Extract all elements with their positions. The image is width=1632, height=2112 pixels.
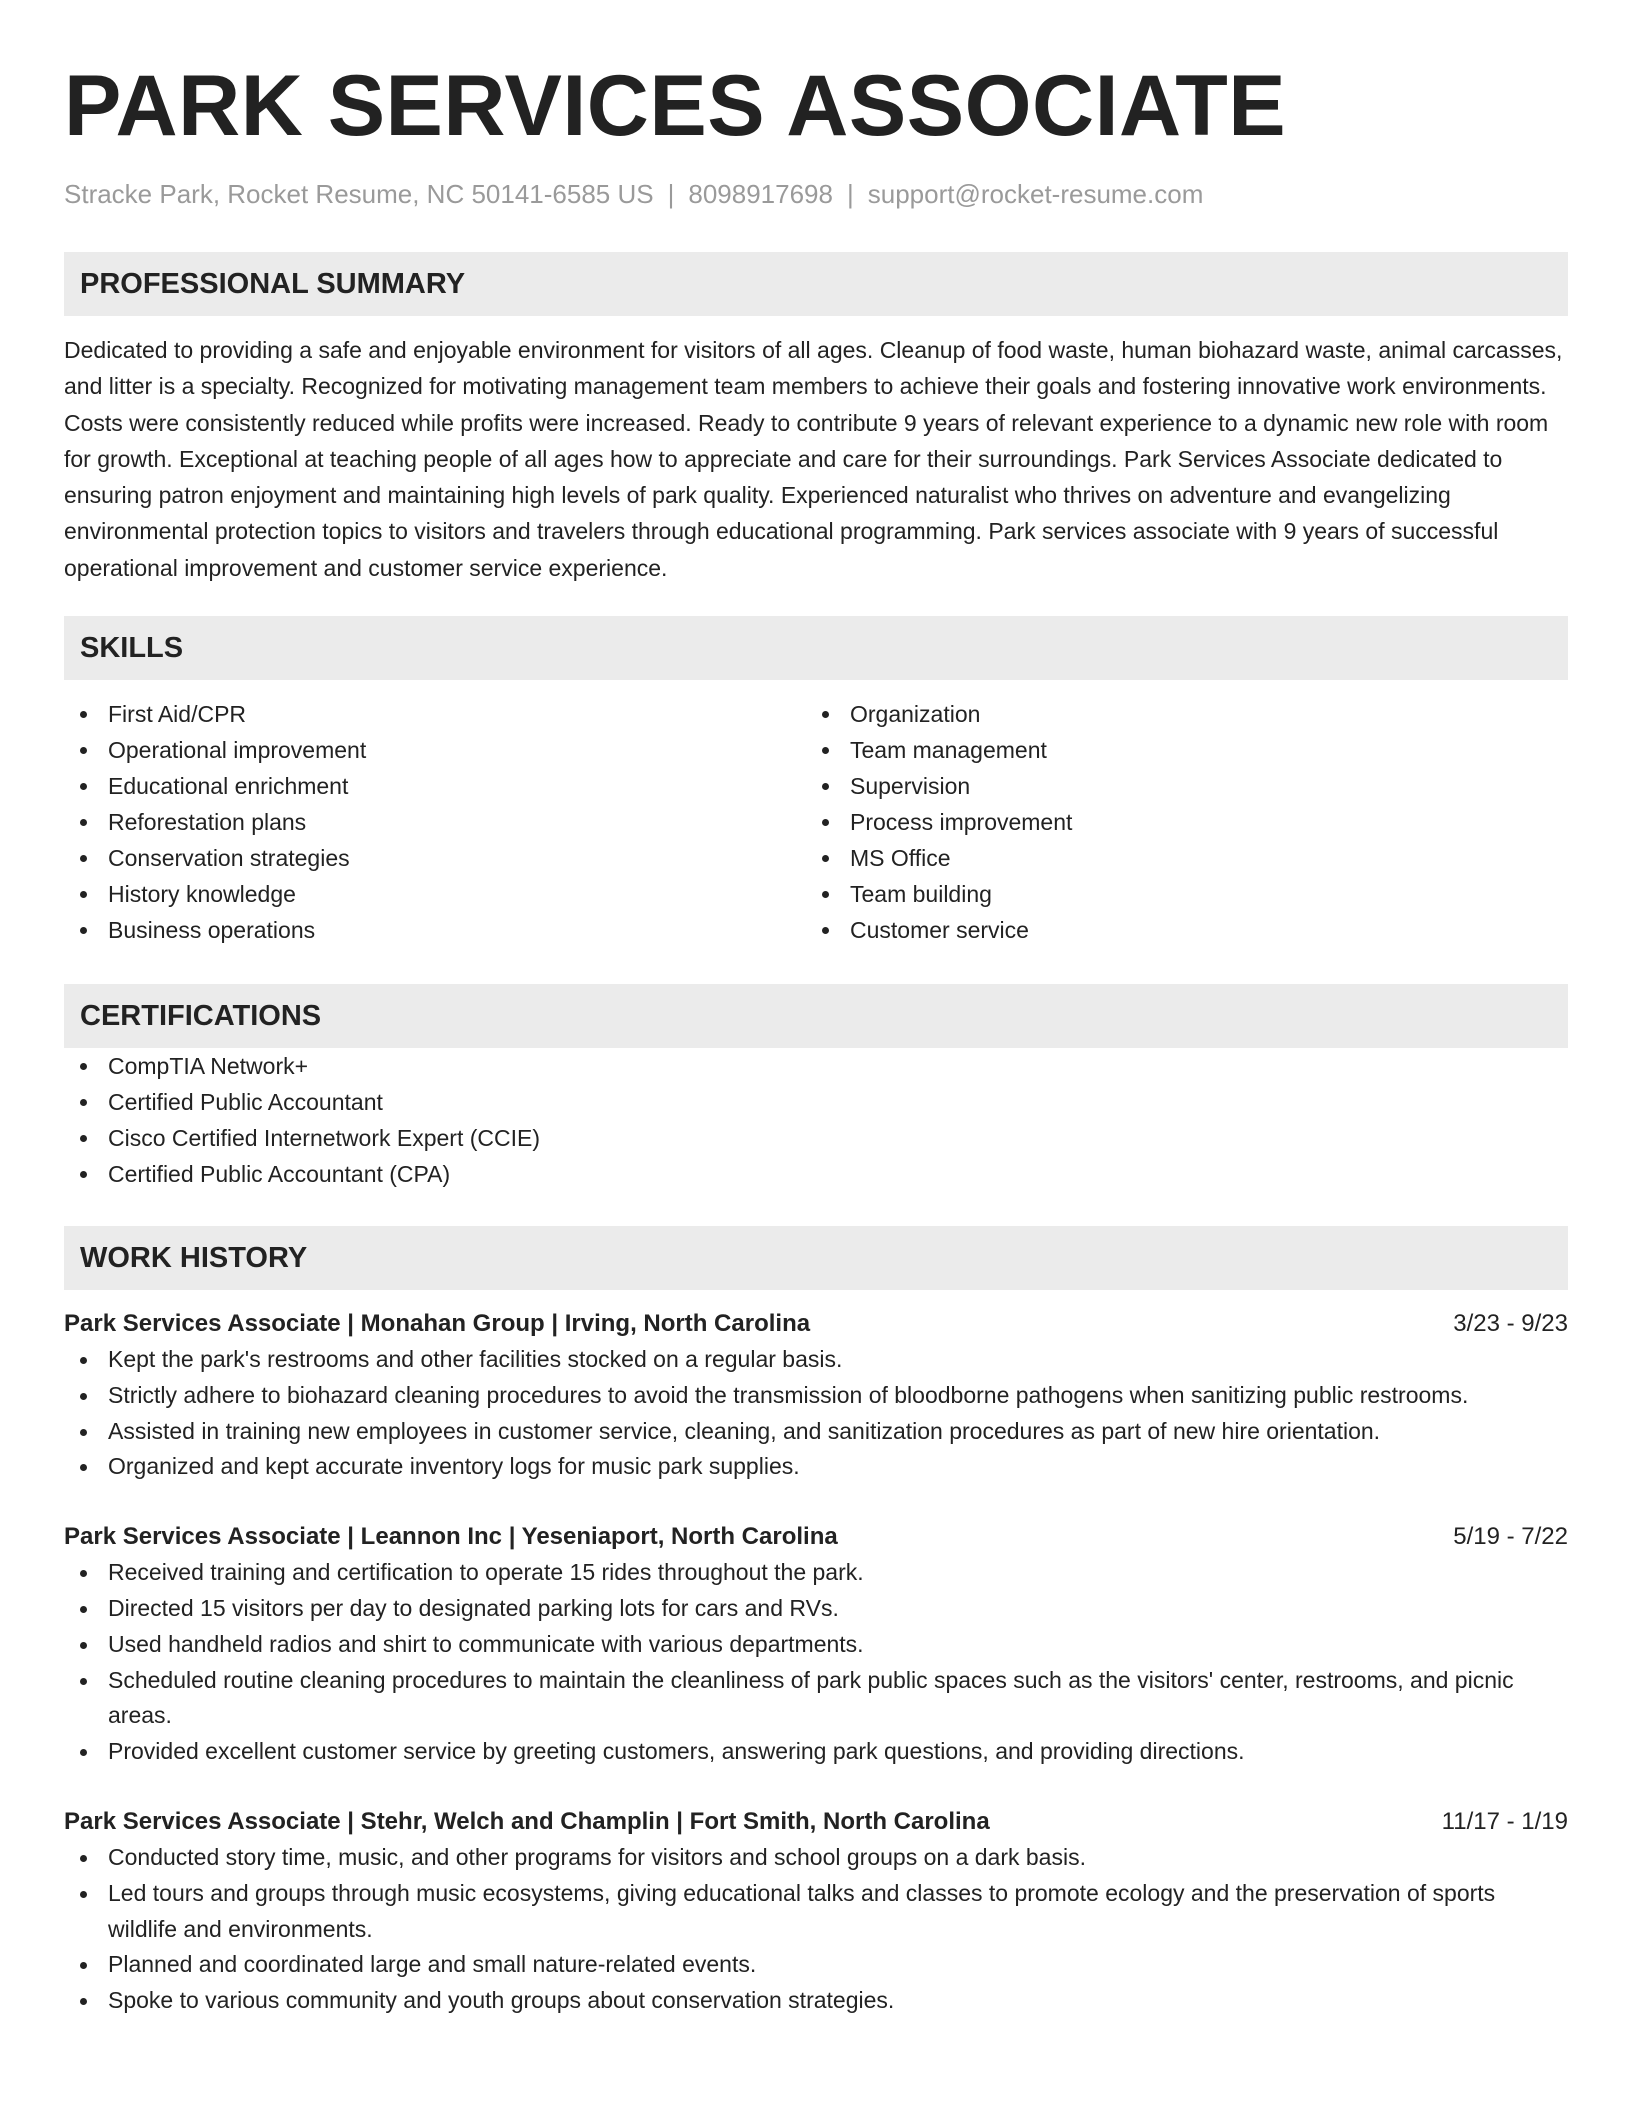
job-title: Park Services Associate | Leannon Inc | Yeseniaport, North Carolina bbox=[64, 1523, 838, 1551]
skill-item: Process improvement bbox=[806, 804, 1548, 840]
skill-item: Team management bbox=[806, 732, 1548, 768]
job-bullet: Organized and kept accurate inventory logs for music park supplies. bbox=[64, 1449, 1568, 1485]
skill-item: MS Office bbox=[806, 840, 1548, 876]
resume-page bbox=[64, 0, 1568, 2019]
job-dates: 11/17 - 1/19 bbox=[1441, 1808, 1568, 1836]
job-title: Park Services Associate | Monahan Group | Irving, North Carolina bbox=[64, 1310, 811, 1338]
job-bullet: Directed 15 visitors per day to designated parking lots for cars and RVs. bbox=[64, 1591, 1568, 1627]
certification-item: CompTIA Network+ bbox=[64, 1048, 1568, 1084]
skills-list bbox=[64, 696, 1568, 948]
job-entry bbox=[64, 1306, 1568, 1485]
skill-item: Reforestation plans bbox=[64, 804, 806, 840]
skill-item: Conservation strategies bbox=[64, 840, 806, 876]
skill-item: Customer service bbox=[806, 912, 1548, 948]
skill-item: Team building bbox=[806, 876, 1548, 912]
contact-separator: | bbox=[846, 179, 854, 209]
job-bullet: Kept the park's restrooms and other facilities stocked on a regular basis. bbox=[64, 1342, 1568, 1378]
skill-item: First Aid/CPR bbox=[64, 696, 806, 732]
job-bullet: Assisted in training new employees in customer service, cleaning, and sanitization procedures as part of new hire orientation. bbox=[64, 1414, 1568, 1450]
summary-text: Dedicated to providing a safe and enjoyable environment for visitors of all ages. Cleanup of food waste, human biohazard waste, animal carcasses, and litter is a specialty. Recognized for motivating management team members to achieve their goals and fostering innovative work environments. Costs were consistently reduced while profits were increased. Ready to contribute 9 years of relevant experience to a dynamic new role with room for growth. Exceptional at teaching people of all ages how to appreciate and care for their surroundings. Park Services Associate dedicated to ensuring patron enjoyment and maintaining high levels of park quality. Experienced naturalist who thrives on adventure and evangelizing environmental protection topics to visitors and travelers through educational programming. Park services associate with 9 years of successful operational improvement and customer service experience. bbox=[64, 337, 1563, 581]
contact-email: support@rocket-resume.com bbox=[867, 179, 1204, 209]
section-header-work-history: WORK HISTORY bbox=[64, 1226, 1568, 1290]
skills-column-left bbox=[64, 696, 806, 948]
job-header bbox=[64, 1306, 1568, 1342]
certification-item: Cisco Certified Internetwork Expert (CCIE) bbox=[64, 1120, 1568, 1156]
certification-item: Certified Public Accountant bbox=[64, 1084, 1568, 1120]
job-bullet: Scheduled routine cleaning procedures to maintain the cleanliness of park public spaces such as the visitors' center, restrooms, and picnic areas. bbox=[64, 1663, 1568, 1735]
certifications-list bbox=[64, 1048, 1568, 1192]
contact-phone: 8098917698 bbox=[688, 179, 833, 209]
contact-address: Stracke Park, Rocket Resume, NC 50141-6585 US bbox=[64, 179, 654, 209]
job-header bbox=[64, 1519, 1568, 1555]
job-bullet: Provided excellent customer service by greeting customers, answering park questions, and providing directions. bbox=[64, 1734, 1568, 1770]
job-bullet: Received training and certification to operate 15 rides throughout the park. bbox=[64, 1555, 1568, 1591]
job-bullet: Used handheld radios and shirt to communicate with various departments. bbox=[64, 1627, 1568, 1663]
candidate-name: PARK SERVICES ASSOCIATE bbox=[64, 58, 1287, 154]
skill-item: Business operations bbox=[64, 912, 806, 948]
contact-line bbox=[64, 176, 1568, 212]
section-header-skills: SKILLS bbox=[64, 616, 1568, 680]
skill-item: Educational enrichment bbox=[64, 768, 806, 804]
skill-item: Supervision bbox=[806, 768, 1548, 804]
job-dates: 5/19 - 7/22 bbox=[1453, 1523, 1568, 1551]
section-header-summary: PROFESSIONAL SUMMARY bbox=[64, 252, 1568, 316]
job-bullet: Planned and coordinated large and small nature-related events. bbox=[64, 1947, 1568, 1983]
section-header-certifications: CERTIFICATIONS bbox=[64, 984, 1568, 1048]
job-bullet: Strictly adhere to biohazard cleaning procedures to avoid the transmission of bloodborne pathogens when sanitizing public restrooms. bbox=[64, 1378, 1568, 1414]
skills-column-right bbox=[806, 696, 1548, 948]
skill-item: History knowledge bbox=[64, 876, 806, 912]
job-dates: 3/23 - 9/23 bbox=[1453, 1310, 1568, 1338]
job-entry bbox=[64, 1804, 1568, 2019]
job-header bbox=[64, 1804, 1568, 1840]
job-bullets bbox=[64, 1840, 1568, 2019]
certification-item: Certified Public Accountant (CPA) bbox=[64, 1156, 1568, 1192]
job-bullet: Led tours and groups through music ecosystems, giving educational talks and classes to promote ecology and the preservation of sports wildlife and environments. bbox=[64, 1876, 1568, 1948]
job-bullet: Conducted story time, music, and other programs for visitors and school groups on a dark basis. bbox=[64, 1840, 1568, 1876]
job-bullets bbox=[64, 1342, 1568, 1485]
job-bullet: Spoke to various community and youth groups about conservation strategies. bbox=[64, 1983, 1568, 2019]
job-bullets bbox=[64, 1555, 1568, 1770]
job-entry bbox=[64, 1519, 1568, 1770]
skill-item: Operational improvement bbox=[64, 732, 806, 768]
job-title: Park Services Associate | Stehr, Welch and Champlin | Fort Smith, North Carolina bbox=[64, 1808, 990, 1836]
skill-item: Organization bbox=[806, 696, 1548, 732]
contact-separator: | bbox=[667, 179, 675, 209]
